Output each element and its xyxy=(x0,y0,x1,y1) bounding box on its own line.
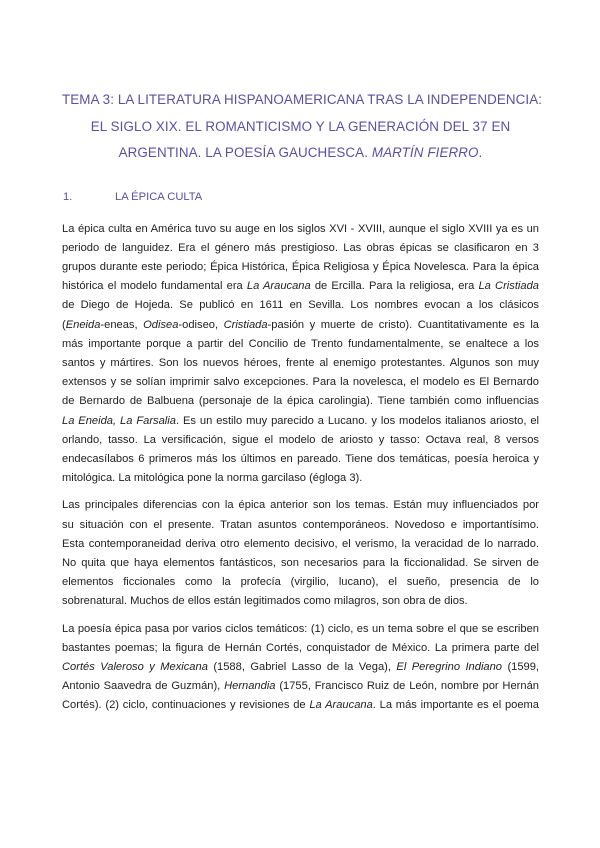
section-number: 1. xyxy=(63,190,73,203)
title-line-2: EL SIGLO XIX. EL ROMANTICISMO Y LA GENERACIÓN DEL 37 EN xyxy=(90,118,511,134)
paragraph-1: La épica culta en América tuvo su auge en los siglos XVI - XVIII, aunque el siglo XVIII ya es un periodo de languidez. Era el género más prestigioso. Las obras épicas se clasificaron en 3 grupos durante este periodo; Épica Histórica, Épica Religiosa y Épica Novelesca. Para la épica histórica el modelo fundamental era La Araucana de Ercilla. Para la religiosa, era La Cristiada de Diego de Hojeda. Se publicó en 1611 en Sevilla. Los nombres evocan a los clásicos (Eneida-eneas, Odisea-odiseo, Cristiada-pasión y muerte de cristo). Cuantitativamente es la más importante porque a partir del Concilio de Trento fundamentalmente, se enaltece a los santos y mártires. Son los nuevos héroes, frente al enemigo protestantes. Algunos son muy extensos y se solían imprimir salvo excepciones. Para la novelesca, el modelo es El Bernardo de Bernardo de Balbuena (personaje de la épica carolingia). Tiene también como influencias La Eneida, La Farsalia. Es un estilo muy parecido a Lucano. y los modelos italianos ariosto, el orlando, tasso. La versificación, sigue el modelo de ariosto y tasso: Octava real, 8 versos endecasílabos 6 primeros más los últimos en pareado. Tiene dos temáticas, poesía heroica y mitológica. La mitológica pone la norma garcilaso (égloga 3). xyxy=(62,222,539,485)
document-title xyxy=(62,0,543,167)
title-line-3: ARGENTINA. LA POESÍA GAUCHESCA. MARTÍN FIERRO. xyxy=(118,145,483,160)
paragraph-2: Las principales diferencias con la épica anterior son los temas. Están muy influenciados por su situación con el presente. Tratan asuntos contemporáneos. Novedoso e importantísimo. Esta contemporaneidad deriva otro elemento decisivo, el verismo, la veracidad de lo narrado. No quita que haya elementos fantásticos, son necesarios para la ficcionalidad. Se sirven de elementos ficcionales como la profecía (virgilio, lucano), el sueño, presencia de lo sobrenatural. Muchos de ellos están legitimados como milagros, son obra de dios. xyxy=(62,499,539,608)
section-heading xyxy=(62,191,539,203)
paragraph-3: La poesía épica pasa por varios ciclos temáticos: (1) ciclo, es un tema sobre el que se escriben bastantes poemas; la figura de Hernán Cortés, conquistador de México. La primera parte del Cortés Valeroso y Mexicana (1588, Gabriel Lasso de la Vega), El Peregrino Indiano (1599, Antonio Saavedra de Guzmán), Hernandia (1755, Francisco Ruiz de León, nombre por Hernán Cortés). (2) ciclo, continuaciones y revisiones de La Araucana. La más importante es el poema xyxy=(62,622,540,712)
title-line-1: TEMA 3: LA LITERATURA HISPANOAMERICANA TRAS LA INDEPENDENCIA: xyxy=(62,92,543,107)
section-title: LA ÉPICA CULTA xyxy=(115,190,203,203)
